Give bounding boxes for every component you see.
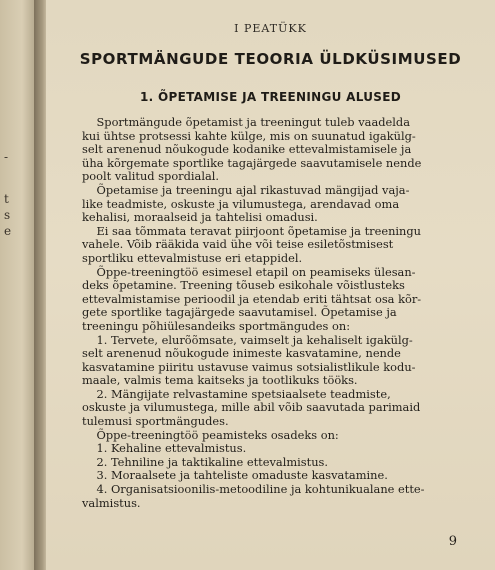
left-page-fragment: e [4,224,12,238]
body-line: 1. Kehaline ettevalmistus. [82,441,247,456]
body-line: 3. Moraalsete ja tahteliste omaduste kasvatamine. [82,468,388,483]
body-line: kui ühtse protsessi kahte külge, mis on suunatud igakülg- [82,128,416,143]
body-line: deks õpetamine. Treening tõuseb esikohale võistlusteks [82,278,405,293]
body-line: oskuste ja vilumustega, mille abil võib saavutada parimaid [82,400,421,415]
body-line: Ei saa tõmmata teravat piirjoont õpetamise ja treeningu [82,223,422,238]
left-page-fragment: s [4,208,11,222]
body-line: Õppe-treeningtöö esimesel etapil on peamiseks ülesan- [82,264,416,279]
left-page-fragment: t [4,192,9,206]
body-line: sportliku ettevalmistuse eri etappidel. [82,250,303,265]
section-heading: 1. ÕPETAMISE JA TREENINGU ALUSED [140,90,401,104]
body-line: gete sportlike tagajärgede saavutamisel. Õpetamise ja [82,305,397,320]
body-line: valmistus. [82,495,141,510]
book-page [46,0,495,570]
body-line: 2. Tehniline ja taktikaline ettevalmistus. [82,454,329,469]
body-line: like teadmiste, oskuste ja vilumustega, arendavad oma [82,196,400,211]
body-line: 4. Organisatsioonilis-metoodiline ja kohtunikualane ette- [82,482,425,497]
body-line: Sportmängude õpetamist ja treeningut tuleb vaadelda [82,115,410,129]
body-line: kasvatamine piiritu ustavuse vaimus sotsialistlikule kodu- [82,359,416,374]
body-line: vahele. Võib rääkida vaid ühe või teise esiletõstmisest [82,237,394,252]
chapter-title: SPORTMÄNGUDE TEOORIA ÜLDKÜSIMUSED [79,50,462,68]
body-line: 1. Tervete, elurõõmsate, vaimselt ja kehaliselt igakülg- [82,332,413,347]
body-line: 2. Mängijate relvastamine spetsiaalsete teadmiste, [82,386,391,401]
body-text [82,116,452,510]
body-line: Õppe-treeningtöö peamisteks osadeks on: [82,427,339,442]
body-line: treeningu põhiülesandeiks sportmängudes on: [82,318,351,333]
body-line: maale, valmis tema kaitseks ja tootlikuks tööks. [82,373,358,388]
body-line: selt arenenud nõukogude kodanike ettevalmistamisele ja [82,142,412,157]
running-head: I PEATÜKK [234,22,307,35]
body-line: kehalisi, moraalseid ja tahtelisi omadusi. [82,210,318,225]
page-number: 9 [448,534,457,549]
body-line: poolt valitud spordialal. [82,169,220,184]
body-line: selt arenenud nõukogude inimeste kasvatamine, nende [82,346,401,361]
body-line: Õpetamise ja treeningu ajal rikastuvad mängijad vaja- [82,182,410,197]
left-page-fragment: - [4,150,9,164]
body-line: üha kõrgemate sportlike tagajärgede saavutamisele nende [82,155,422,170]
body-line: ettevalmistamise perioodil ja etendab eriti tähtsat osa kõr- [82,291,422,306]
body-line: tulemusi sportmängudes. [82,414,229,429]
